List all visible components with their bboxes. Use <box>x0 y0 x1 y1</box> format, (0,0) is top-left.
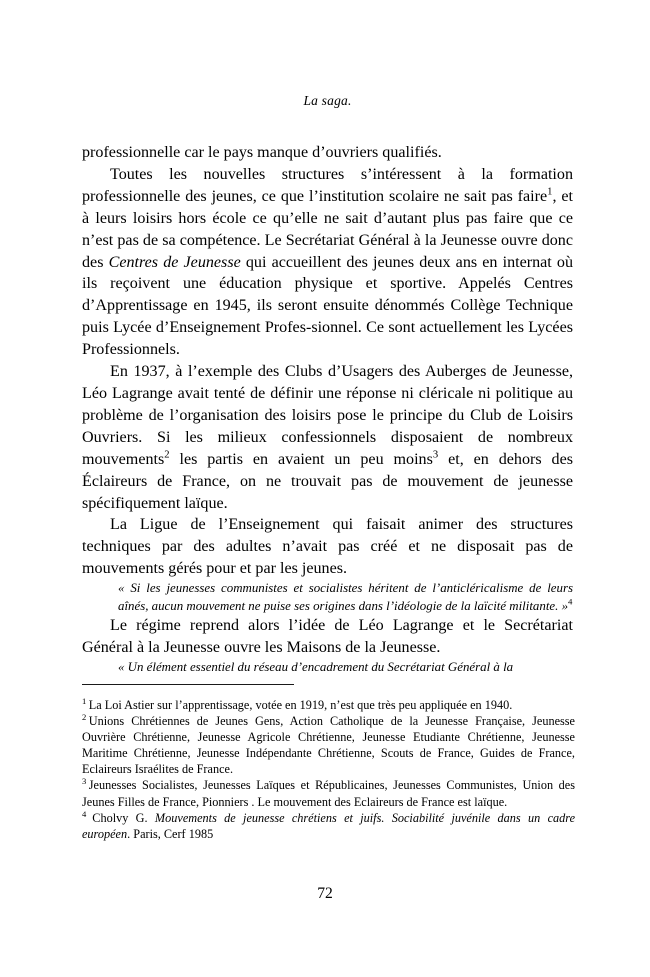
text-run: Unions Chrétiennes de Jeunes Gens, Action Catholique de la Jeunesse Française, Jeunesse Ouvrière Chrétienne, Jeunesse Agricole Chrétienne, Jeunesse Etudiante Chrétienne, Jeunesse Maritime Chrétienne, Jeunesse Indépendante Chrétienne, Scouts de France, Guides de France, Eclaireurs Israélites de France. <box>82 714 575 777</box>
paragraph-group-after-quote1 <box>82 615 573 659</box>
italic-run: Centres de Jeunesse <box>108 253 241 271</box>
text-run: Cholvy G. <box>92 810 155 825</box>
footnote-item <box>82 810 575 842</box>
italic-run: Mouvements de jeunesse chrétiens et juifs. Sociabilité juvénile dans un cadre européen <box>82 810 576 841</box>
body-paragraph <box>82 361 573 514</box>
body-paragraph <box>82 615 573 659</box>
quote-text: « Si les jeunesses communistes et socialistes héritent de l’anticléricalisme de leurs aînés, aucun mouvement ne puise ses origines dans l’idéologie de la laïcité militante. » <box>118 581 573 613</box>
body-paragraph <box>82 142 573 164</box>
text-run: et, en dehors des Éclaireurs de France, on ne trouvait pas de mouvement de jeunesse spécifiquement laïque. <box>82 450 573 512</box>
footnote-number: 3 <box>82 776 87 787</box>
body-paragraph <box>82 514 573 580</box>
footnote-list <box>82 697 575 842</box>
quote-text: « Un élément essentiel du réseau d’encadrement du Secrétariat Général à la <box>118 660 514 675</box>
text-run: En 1937, à l’exemple des Clubs d’Usagers des Auberges de Jeunesse, Léo Lagrange avait tenté de définir une réponse ni cléricale ni politique au problème de l’organisation des loisirs pose le principe du Club de Loisirs Ouvriers. Si les milieux confessionnels disposaient de nombreux mouvements <box>82 363 573 468</box>
body-paragraph <box>82 164 573 361</box>
footnote-reference: 4 <box>568 596 573 607</box>
text-run: qui accueillent des jeunes deux ans en internat où ils reçoivent une éducation physique et sportive. Appelés Centres d’Apprentissage en 1945, ils seront ensuite dénommés Collège Technique puis Lycée d’Enseignement Profes-sionnel. Ce sont actuellement les Lycées Professionnels. <box>82 253 573 359</box>
text-run: professionnelle car le pays manque d’ouvriers qualifiés. <box>82 144 442 161</box>
text-run: La Ligue de l’Enseignement qui faisait animer des structures techniques par des adultes n’avait pas créé et ne disposait pas de mouvements gérés pour et par les jeunes. <box>82 516 573 578</box>
footnote-number: 2 <box>82 712 87 723</box>
footnote-separator-rule <box>82 684 294 685</box>
running-head: La saga. <box>303 93 352 108</box>
text-run: . Paris, Cerf 1985 <box>127 826 214 841</box>
footnote-number: 4 <box>82 808 87 819</box>
block-quote-1 <box>118 580 573 615</box>
text-run: Le régime reprend alors l’idée de Léo Lagrange et le Secrétariat Général à la Jeunesse ouvre les Maisons de la Jeunesse. <box>82 617 573 657</box>
page-number: 72 <box>317 885 333 902</box>
block-quote-2 <box>118 659 573 677</box>
footnote-reference: 1 <box>547 186 553 198</box>
text-run: , et à leurs loisirs hors école ce qu’elle ne sait d’autant plus pas faire que ce n’est pas de sa compétence. Le Secrétariat Général à la Jeunesse ouvre donc des <box>82 187 573 271</box>
paragraph-group-before-quote1 <box>82 142 573 580</box>
footnote-reference: 3 <box>432 449 439 461</box>
footnote-item <box>82 697 575 713</box>
footnote-item <box>82 777 575 809</box>
footnote-number: 1 <box>82 695 87 706</box>
text-run: Toutes les nouvelles structures s’intéressent à la formation professionnelle des jeunes, ce que l’institution scolaire ne sait pas faire <box>82 165 573 205</box>
text-run: les partis en avaient un peu moins <box>169 450 433 468</box>
text-run: Jeunesses Socialistes, Jeunesses Laïques et Républicaines, Jeunesses Communistes, Union des Jeunes Filles de France, Pionniers . Le mouvement des Eclaireurs de France est laïque. <box>82 778 575 809</box>
text-run: La Loi Astier sur l’apprentissage, votée en 1919, n’est que très peu appliquée en 1940. <box>88 698 513 712</box>
footnote-item <box>82 713 575 777</box>
footnote-reference: 2 <box>164 449 170 461</box>
body-text-block <box>82 142 573 677</box>
